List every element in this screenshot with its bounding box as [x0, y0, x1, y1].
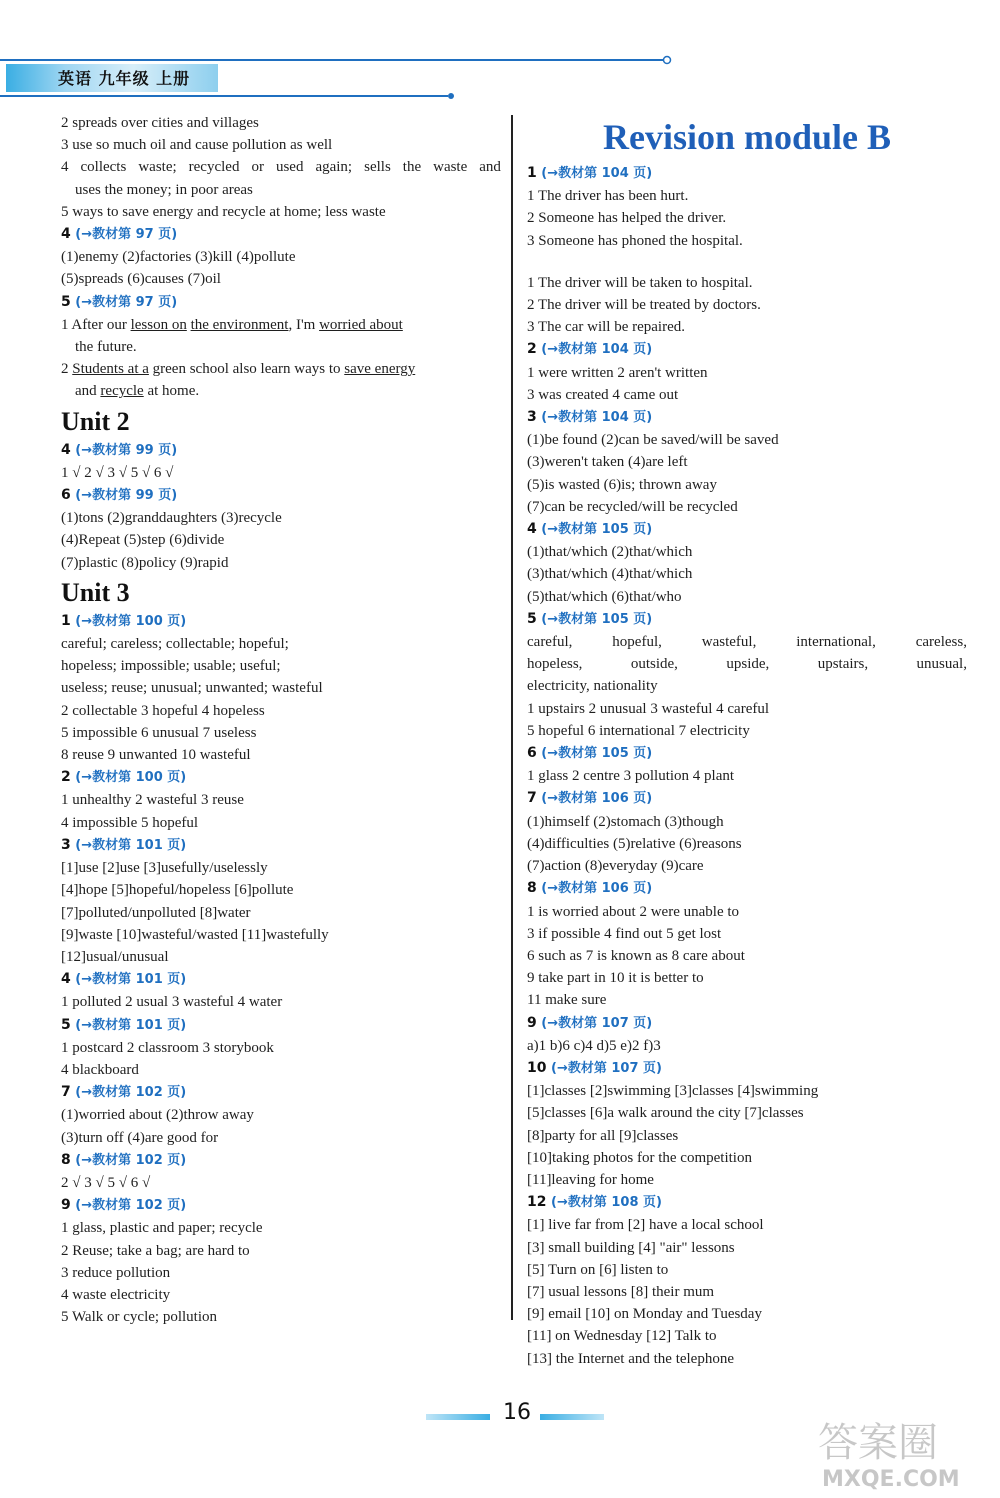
exercise-number: 4 [61, 441, 71, 458]
text-segment: , I'm [288, 316, 320, 333]
word: outside, [630, 656, 678, 673]
answer-line [527, 653, 967, 675]
exercise-reference [61, 834, 501, 857]
answer-line: [5] Turn on [6] listen to [527, 1261, 669, 1278]
answer-line: 2 collectable 3 hopeful 4 hopeless [61, 702, 265, 719]
answer-line: 1 postcard 2 classroom 3 storybook [61, 1039, 274, 1056]
answer-line: [12]usual/unusual [61, 948, 169, 965]
exercise-number: 6 [61, 487, 71, 504]
exercise-number: 2 [61, 769, 71, 786]
answer-line: hopeless; impossible; usable; useful; [61, 658, 281, 675]
exercise-number: 5 [61, 293, 71, 310]
answer-line: 9 take part in 10 it is better to [527, 970, 704, 987]
exercise-number: 10 [527, 1059, 547, 1076]
textbook-page-ref: (→教材第 104 页) [541, 342, 653, 358]
answer-line: electricity, nationality [527, 678, 658, 695]
svg-text:答案圈: 答案圈 [818, 1420, 938, 1466]
answer-line: 1 were written 2 aren't written [527, 364, 708, 381]
svg-text:MXQE.COM: MXQE.COM [822, 1467, 960, 1492]
answer-line: [10]taking photos for the competition [527, 1149, 752, 1166]
answer-line: (3)turn off (4)are good for [61, 1129, 219, 1146]
rich-text [75, 383, 199, 399]
answer-line: 5 impossible 6 unusual 7 useless [61, 724, 257, 741]
exercise-reference [527, 406, 967, 429]
textbook-page-ref: (→教材第 102 页) [75, 1152, 187, 1168]
exercise-number: 4 [61, 226, 71, 243]
textbook-page-ref: (→教材第 99 页) [75, 442, 178, 458]
answer-line: 2 Someone has helped the driver. [527, 210, 727, 227]
answer-line: 5 ways to save energy and recycle at home; less waste [61, 203, 386, 220]
answer-line: 3 was created 4 came out [527, 386, 679, 403]
answer-line: [13] the Internet and the telephone [527, 1350, 734, 1367]
answer-line: (5)that/which (6)that/who [527, 588, 682, 605]
answer-line: 5 Walk or cycle; pollution [61, 1309, 217, 1326]
underlined-phrase: save energy [344, 361, 416, 378]
word: careful, [527, 634, 573, 651]
answer-line: 11 make sure [527, 992, 607, 1009]
answer-line: useless; reuse; unusual; unwanted; wasteful [61, 680, 323, 697]
textbook-page-ref: (→教材第 105 页) [541, 746, 653, 762]
answer-line: (1)tons (2)granddaughters (3)recycle [61, 510, 282, 527]
answer-line: [7]polluted/unpolluted [8]water [61, 904, 251, 921]
exercise-reference [61, 484, 501, 507]
exercise-reference [527, 1057, 967, 1080]
text-segment: and [75, 383, 101, 400]
answer-line: [3] small building [4] "air" lessons [527, 1239, 735, 1256]
textbook-page-ref: (→教材第 99 页) [75, 488, 178, 504]
answer-line: (1)that/which (2)that/which [527, 544, 693, 561]
exercise-reference [527, 1191, 967, 1214]
answer-line: [1]use [2]use [3]usefully/uselessly [61, 860, 268, 877]
word: international, [796, 634, 876, 651]
exercise-reference [527, 787, 967, 810]
answer-line: 2 √ 3 √ 5 √ 6 √ [61, 1174, 151, 1191]
answer-line: 1 √ 2 √ 3 √ 5 √ 6 √ [61, 464, 174, 481]
textbook-page-ref: (→教材第 100 页) [75, 770, 187, 786]
exercise-reference [61, 291, 501, 314]
answer-line: [11]leaving for home [527, 1171, 654, 1188]
exercise-number: 9 [61, 1197, 71, 1214]
page-number: 16 [503, 1400, 531, 1425]
word: again; [315, 159, 353, 176]
rich-text [61, 358, 415, 380]
footer-ornament-right [540, 1414, 604, 1420]
exercise-reference [61, 1194, 501, 1217]
answer-line: 2 The driver will be treated by doctors. [527, 297, 761, 314]
textbook-page-ref: (→教材第 105 页) [541, 522, 653, 538]
answer-line: 1 polluted 2 usual 3 wasteful 4 water [61, 994, 283, 1011]
exercise-reference [61, 1149, 501, 1172]
word: used [275, 159, 304, 176]
exercise-reference [61, 223, 501, 246]
answer-line: careful; careless; collectable; hopeful; [61, 636, 289, 653]
exercise-number: 12 [527, 1194, 547, 1211]
exercise-number: 1 [527, 165, 537, 181]
answer-line: (1)enemy (2)factories (3)kill (4)pollute [61, 249, 296, 266]
answer-line: [1] live far from [2] have a local school [527, 1217, 764, 1234]
answer-line: 1 unhealthy 2 wasteful 3 reuse [61, 792, 244, 809]
exercise-reference [61, 1014, 501, 1037]
answer-line: 3 Someone has phoned the hospital. [527, 232, 743, 249]
word: waste; [138, 159, 177, 176]
answer-line-underlined [61, 336, 501, 358]
textbook-page-ref: (→教材第 97 页) [75, 227, 178, 243]
underlined-phrase: lesson on [130, 316, 187, 333]
answer-line: (7)action (8)everyday (9)care [527, 858, 704, 875]
answer-line-underlined [61, 358, 501, 380]
rich-text [61, 314, 403, 336]
textbook-page-ref: (→教材第 106 页) [541, 881, 653, 897]
answer-line: 3 The car will be repaired. [527, 319, 685, 336]
underlined-phrase: worried about [319, 316, 403, 333]
answer-line: 3 if possible 4 find out 5 get lost [527, 925, 722, 942]
answer-line: 3 use so much oil and cause pollution as well [61, 137, 333, 154]
answer-line: (7)can be recycled/will be recycled [527, 498, 738, 515]
exercise-number: 4 [61, 971, 71, 988]
textbook-page-ref: (→教材第 97 页) [75, 294, 178, 310]
exercise-reference [527, 608, 967, 631]
textbook-page-ref: (→教材第 107 页) [551, 1060, 662, 1076]
word: hopeless, [527, 656, 583, 673]
underlined-phrase: Students at a [72, 361, 149, 378]
word: upstairs, [817, 656, 869, 673]
answer-line: (1)himself (2)stomach (3)though [527, 813, 724, 830]
exercise-number: 3 [527, 409, 537, 426]
exercise-reference [527, 1012, 967, 1035]
answer-line-underlined [61, 314, 501, 336]
right-column [527, 112, 967, 1370]
underlined-phrase: recycle [100, 383, 144, 400]
answer-line: 8 reuse 9 unwanted 10 wasteful [61, 747, 251, 764]
exercise-reference [61, 610, 501, 633]
answer-line: [9]waste [10]wasteful/wasted [11]wastefully [61, 926, 329, 943]
left-column [61, 112, 501, 1328]
text-segment: green school also learn ways to [148, 361, 345, 378]
unit-heading: Unit 2 [61, 406, 130, 436]
exercise-reference [61, 968, 501, 991]
word: waste [433, 159, 468, 176]
textbook-page-ref: (→教材第 108 页) [551, 1195, 662, 1211]
answer-line: (5)spreads (6)causes (7)oil [61, 271, 221, 288]
exercise-reference [527, 877, 967, 900]
word: or [251, 159, 264, 176]
answer-line: 2 spreads over cities and villages [61, 115, 259, 131]
text-segment: the future. [75, 339, 137, 356]
word: the [402, 159, 422, 176]
exercise-reference [527, 518, 967, 541]
exercise-reference [61, 439, 501, 462]
word: wasteful, [701, 634, 757, 651]
exercise-reference [61, 766, 501, 789]
exercise-number: 1 [61, 612, 71, 629]
word: unusual, [916, 656, 967, 673]
answer-line: (5)is wasted (6)is; thrown away [527, 476, 717, 493]
textbook-page-ref: (→教材第 107 页) [541, 1015, 653, 1031]
text-segment: 2 [61, 361, 73, 378]
answer-line: (3)that/which (4)that/which [527, 566, 693, 583]
textbook-page-ref: (→教材第 104 页) [541, 410, 653, 426]
answer-line: 1 is worried about 2 were unable to [527, 903, 740, 920]
word: sells [364, 159, 391, 176]
textbook-page-ref: (→教材第 105 页) [541, 611, 653, 627]
header-decoration [0, 0, 1000, 110]
answer-line: 1 The driver will be taken to hospital. [527, 274, 753, 291]
word: hopeful, [612, 634, 662, 651]
answer-line: 3 reduce pollution [61, 1264, 171, 1281]
exercise-number: 4 [527, 521, 537, 538]
textbook-page-ref: (→教材第 101 页) [75, 837, 187, 853]
answer-line: (7)plastic (8)policy (9)rapid [61, 554, 229, 571]
text-segment: at home. [143, 383, 200, 400]
text-segment: 1 After our [61, 316, 131, 333]
exercise-number: 8 [527, 880, 537, 897]
answer-line-underlined [61, 380, 501, 402]
exercise-reference [527, 338, 967, 361]
answer-line: [8]party for all [9]classes [527, 1127, 679, 1144]
word: careless, [915, 634, 967, 651]
answer-line: (3)weren't taken (4)are left [527, 454, 688, 471]
exercise-number: 7 [61, 1084, 71, 1101]
exercise-number: 2 [527, 341, 537, 358]
textbook-page-ref: (→教材第 101 页) [75, 972, 187, 988]
module-title: Revision module B [602, 117, 892, 157]
textbook-page-ref: (→教材第 100 页) [75, 613, 187, 629]
answer-line: 1 The driver has been hurt. [527, 188, 689, 205]
answer-line: [1]classes [2]swimming [3]classes [4]swimming [527, 1083, 819, 1100]
answer-line: 1 upstairs 2 unusual 3 wasteful 4 careful [527, 700, 770, 717]
textbook-page-ref: (→教材第 101 页) [75, 1017, 187, 1033]
exercise-number: 5 [527, 610, 537, 627]
answer-line: 4 waste electricity [61, 1286, 171, 1303]
answer-line: 4 blackboard [61, 1061, 139, 1078]
word: upside, [726, 656, 770, 673]
answer-line: [5]classes [6]a walk around the city [7]classes [527, 1105, 804, 1122]
book-title: 英语 九年级 上册 [58, 69, 191, 88]
answer-line: [11] on Wednesday [12] Talk to [527, 1328, 717, 1345]
exercise-reference [61, 1081, 501, 1104]
answer-line [61, 156, 501, 178]
exercise-number: 5 [61, 1016, 71, 1033]
textbook-page-ref: (→教材第 104 页) [541, 166, 653, 181]
underlined-phrase: the environment [190, 316, 289, 333]
word: collects [80, 159, 127, 176]
exercise-number: 8 [61, 1151, 71, 1168]
answer-line: 2 Reuse; take a bag; are hard to [61, 1242, 250, 1259]
answer-line: 1 glass 2 centre 3 pollution 4 plant [527, 768, 735, 785]
answer-line: [9] email [10] on Monday and Tuesday [527, 1306, 762, 1323]
textbook-page-ref: (→教材第 106 页) [541, 791, 653, 807]
exercise-number: 9 [527, 1014, 537, 1031]
exercise-number: 6 [527, 745, 537, 762]
exercise-number: 3 [61, 836, 71, 853]
answer-line: (4)difficulties (5)relative (6)reasons [527, 835, 742, 852]
exercise-reference [527, 742, 967, 765]
unit-heading: Unit 3 [61, 577, 130, 607]
answer-line [527, 631, 967, 653]
word: 4 [61, 159, 69, 176]
watermark-logo [812, 1412, 992, 1492]
answer-line: [7] usual lessons [8] their mum [527, 1283, 715, 1300]
textbook-page-ref: (→教材第 102 页) [75, 1085, 187, 1101]
answer-line: a)1 b)6 c)4 d)5 e)2 f)3 [527, 1037, 661, 1054]
answer-line: 5 hopeful 6 international 7 electricity [527, 722, 750, 739]
answer-line: (4)Repeat (5)step (6)divide [61, 532, 225, 549]
spacer [527, 252, 967, 272]
answer-line: [4]hope [5]hopeful/hopeless [6]pollute [61, 882, 294, 899]
rich-text [75, 339, 137, 355]
answer-line: (1)worried about (2)throw away [61, 1107, 254, 1124]
word: and [479, 159, 501, 176]
answer-line: uses the money; in poor areas [75, 181, 253, 198]
exercise-number: 7 [527, 790, 537, 807]
exercise-reference [527, 162, 967, 185]
answer-line: 4 impossible 5 hopeful [61, 814, 199, 831]
answer-line: (1)be found (2)can be saved/will be saved [527, 432, 779, 449]
answer-line: 6 such as 7 is known as 8 care about [527, 947, 745, 964]
word: recycled [188, 159, 240, 176]
textbook-page-ref: (→教材第 102 页) [75, 1198, 187, 1214]
footer-ornament-left [426, 1414, 490, 1420]
answer-line: 1 glass, plastic and paper; recycle [61, 1220, 263, 1237]
column-divider [511, 115, 513, 1320]
